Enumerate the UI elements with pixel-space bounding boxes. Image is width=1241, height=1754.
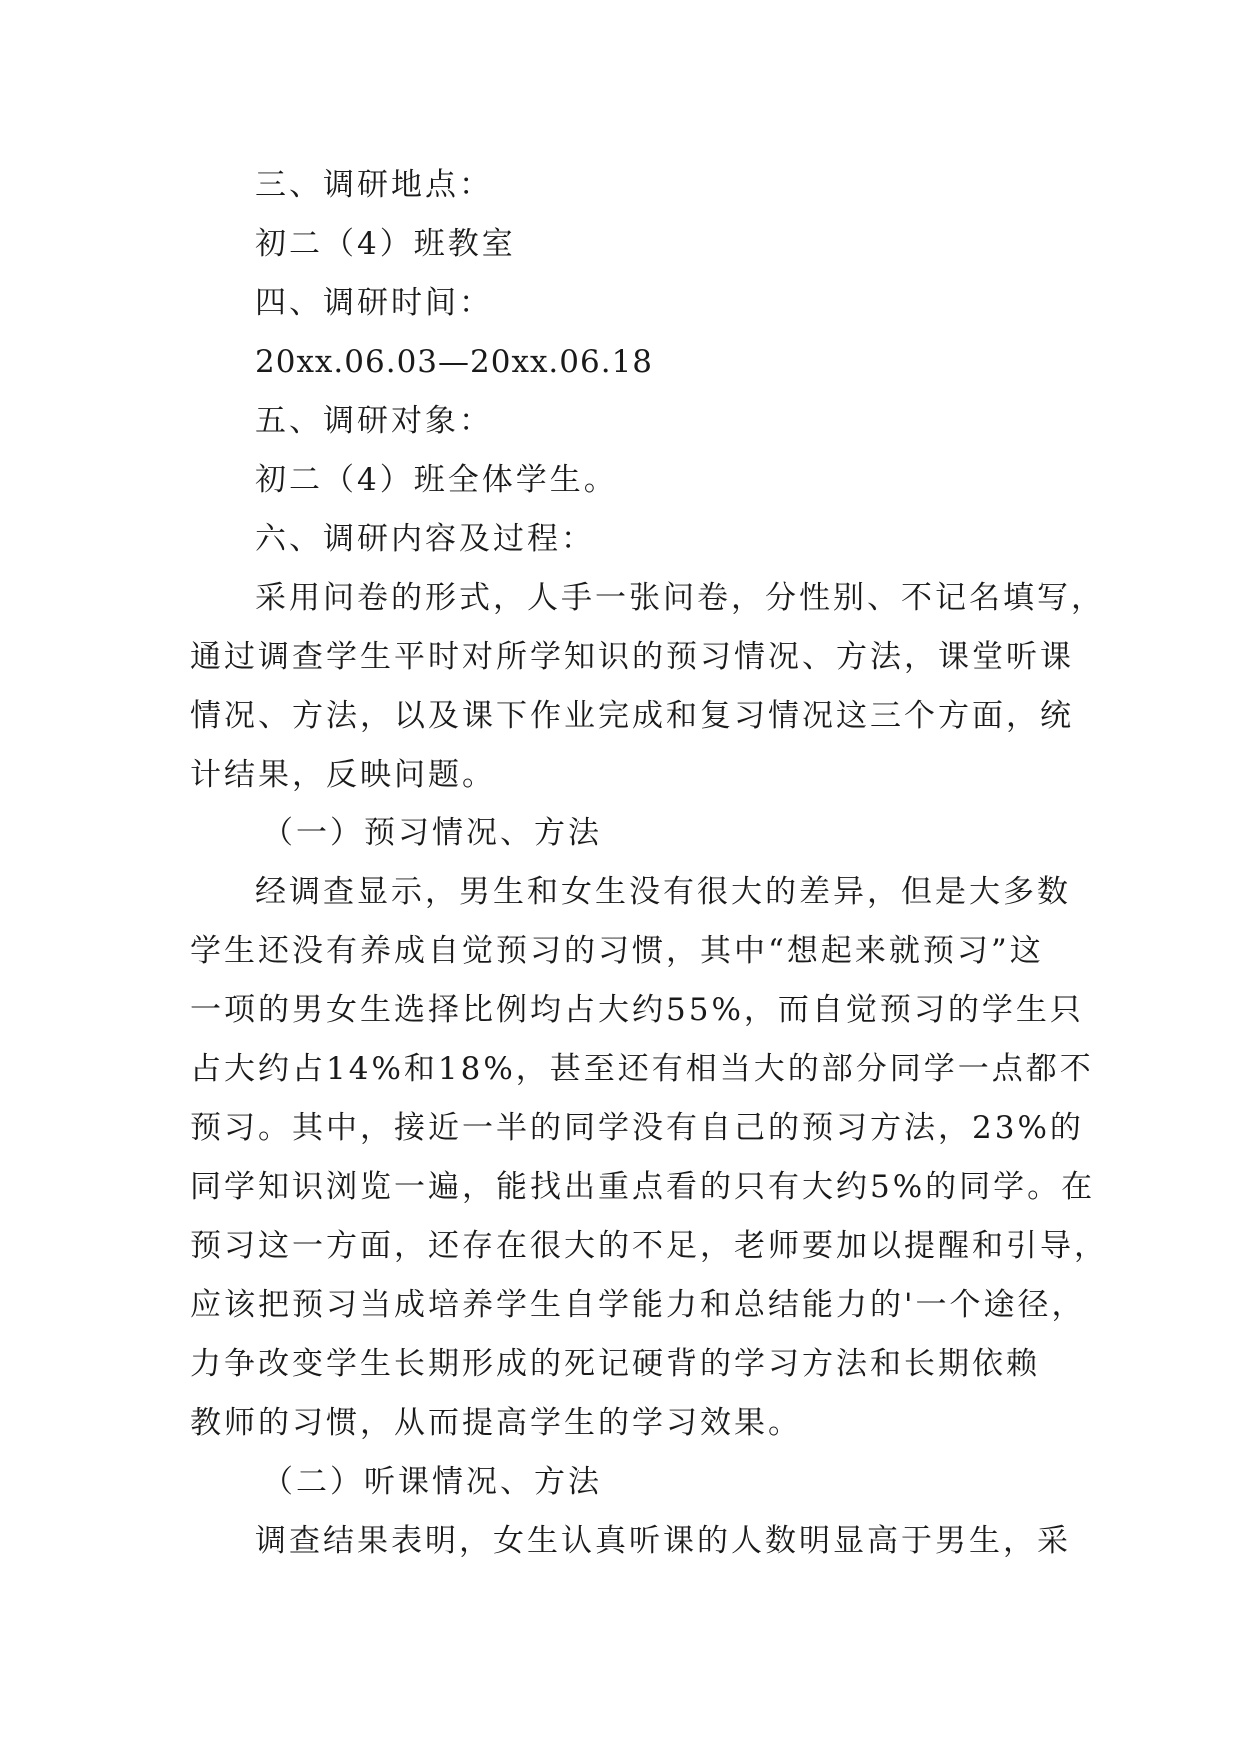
paragraph-line: 学生还没有养成自觉预习的习惯，其中“想起来就预习”这	[190, 933, 1044, 969]
paragraph-line: 教师的习惯，从而提高学生的学习效果。	[190, 1405, 802, 1441]
location-value: 初二（4）班教室	[255, 226, 516, 262]
paragraph-line: 情况、方法，以及课下作业完成和复习情况这三个方面，统	[190, 698, 1074, 734]
heading-subject: 五、调研对象：	[255, 403, 493, 439]
subheading-preview: （一）预习情况、方法	[262, 815, 602, 851]
paragraph-line: 通过调查学生平时对所学知识的预习情况、方法，课堂听课	[190, 639, 1074, 675]
subject-value: 初二（4）班全体学生。	[255, 462, 618, 498]
heading-location: 三、调研地点：	[255, 167, 493, 203]
paragraph-line: 经调查显示，男生和女生没有很大的差异，但是大多数	[255, 874, 1071, 910]
paragraph-line: 力争改变学生长期形成的死记硬背的学习方法和长期依赖	[190, 1346, 1040, 1382]
paragraph-line: 同学知识浏览一遍，能找出重点看的只有大约5%的同学。在	[190, 1169, 1096, 1205]
paragraph-line: 调查结果表明，女生认真听课的人数明显高于男生，采	[255, 1523, 1071, 1559]
paragraph-line: 占大约占14%和18%，甚至还有相当大的部分同学一点都不	[190, 1051, 1094, 1087]
paragraph-line: 预习。其中，接近一半的同学没有自己的预习方法，23%的	[190, 1110, 1084, 1146]
paragraph-line: 应该把预习当成培养学生自学能力和总结能力的'一个途径，	[190, 1287, 1086, 1323]
paragraph-line: 计结果，反映问题。	[190, 757, 496, 793]
paragraph-line: 采用问卷的形式，人手一张问卷，分性别、不记名填写，	[255, 580, 1105, 616]
paragraph-line: 一项的男女生选择比例均占大约55%，而自觉预习的学生只	[190, 992, 1084, 1028]
paragraph-line: 预习这一方面，还存在很大的不足，老师要加以提醒和引导，	[190, 1228, 1108, 1264]
heading-content: 六、调研内容及过程：	[255, 521, 595, 557]
subheading-listening: （二）听课情况、方法	[262, 1464, 602, 1500]
time-value: 20xx.06.03—20xx.06.18	[255, 344, 654, 380]
heading-time: 四、调研时间：	[255, 285, 493, 321]
